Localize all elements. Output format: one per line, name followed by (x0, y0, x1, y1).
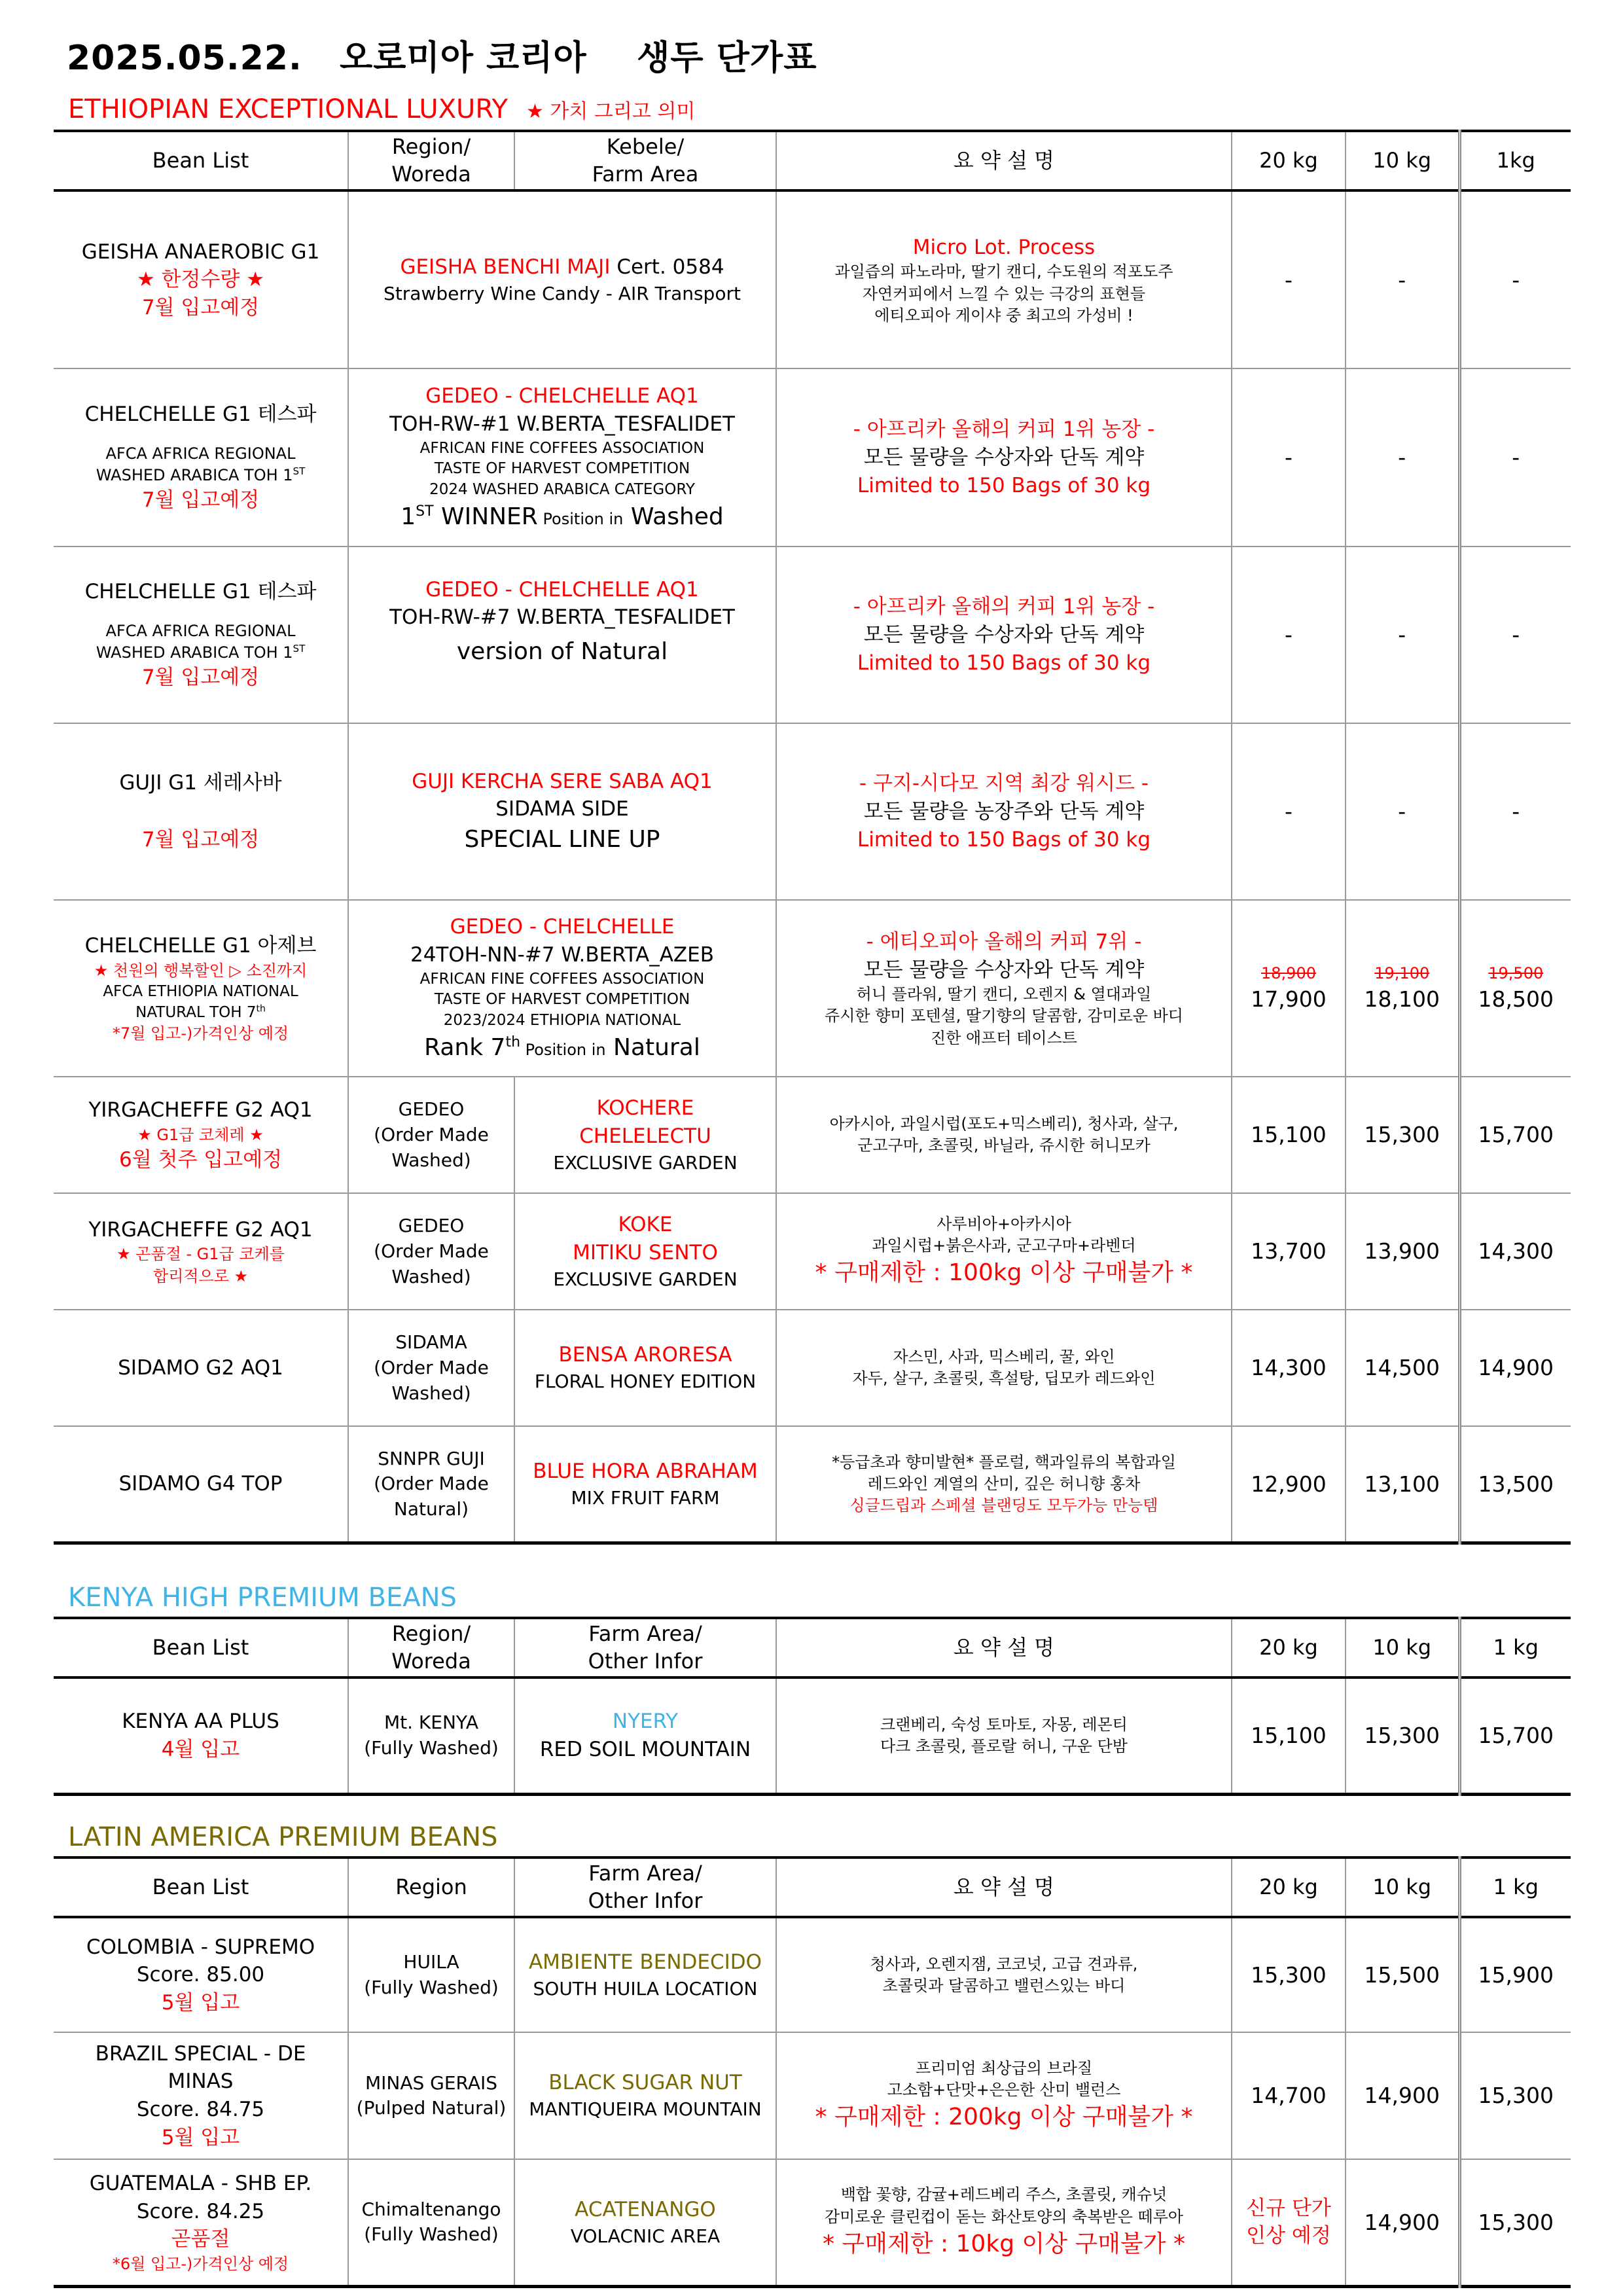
price-20kg: 12,900 (1232, 1426, 1346, 1543)
old-price-10kg: 19,100 (1374, 963, 1430, 982)
superscript: th (505, 1033, 521, 1050)
bean-award: AFCA AFRICA REGIONAL (105, 444, 296, 463)
bean-note: ★ 천원의 행복할인 ▷ 소진까지 (94, 961, 308, 980)
table-row (54, 2159, 1571, 2286)
region: Mt. KENYA (383, 1712, 479, 1734)
bean-arrival: 7월 입고예정 (141, 488, 260, 512)
rank-num: 1 (401, 503, 416, 530)
desc-line: 레드와인 계열의 산미, 깊은 허니향 홍차 (867, 1474, 1141, 1493)
bean-award: WASHED ARABICA TOH 1 (96, 466, 293, 485)
bean-award: NATURAL TOH 7 (135, 1003, 257, 1021)
header-10kg: 10 kg (1346, 131, 1459, 190)
price-1kg: 15,700 (1459, 1677, 1571, 1794)
price-1kg: 15,300 (1459, 2159, 1571, 2286)
table-row (54, 723, 1571, 900)
price-20kg: 14,300 (1232, 1310, 1346, 1426)
bean-name: GUJI G1 세레사바 (119, 771, 282, 795)
region-process: (Pulped Natural) (356, 2097, 507, 2119)
desc-head: - 구지-시다모 지역 최강 워시드 - (859, 772, 1149, 796)
bean-arrival: 7월 입고예정 (141, 666, 260, 690)
price-10kg: 14,900 (1346, 2032, 1459, 2159)
desc-line: 쥬시한 향미 포텐셜, 딸기향의 달콤함, 감미로운 바디 (825, 1007, 1183, 1026)
farm-award: TASTE OF HARVEST COMPETITION (434, 991, 690, 1009)
price-10kg: - (1346, 190, 1459, 368)
header-1kg: 1kg (1459, 131, 1571, 190)
price-note: 신규 단가 (1246, 2196, 1331, 2220)
farm-name: GEDEO - CHELCHELLE AQ1 (425, 384, 699, 408)
farm-name: GEISHA BENCHI MAJI (400, 255, 611, 279)
price-10kg: - (1346, 547, 1459, 723)
table-row (54, 190, 1571, 368)
bean-name: KENYA AA PLUS (122, 1710, 279, 1734)
header-region: Region/ Woreda (348, 131, 514, 190)
bean-name: GEISHA ANAEROBIC G1 (81, 240, 320, 264)
price-1kg: 15,300 (1459, 2032, 1571, 2159)
bean-award: AFCA AFRICA REGIONAL (105, 622, 296, 641)
desc-line: 초콜릿과 달콤하고 밸런스있는 바디 (882, 1976, 1126, 1995)
desc-head: - 아프리카 올해의 커피 1위 농장 - (853, 595, 1155, 619)
desc-head: - 아프리카 올해의 커피 1위 농장 - (853, 418, 1155, 442)
price-note-2: 인상 예정 (1246, 2224, 1331, 2248)
farm-rank (353, 501, 772, 533)
farm-name-2: MITIKU SENTO (573, 1240, 718, 1265)
farm-lineup: SPECIAL LINE UP (464, 826, 660, 853)
price-1kg: - (1459, 723, 1571, 900)
bean-name: YIRGACHEFFE G2 AQ1 (88, 1098, 313, 1122)
region-process: (Fully Washed) (364, 1736, 499, 1759)
bean-score: Score. 84.25 (136, 2199, 265, 2223)
region-order: (Order Made (374, 1356, 489, 1378)
desc-limit: * 구매제한 : 10kg 이상 구매불가 * (822, 2230, 1186, 2257)
old-price-1kg: 19,500 (1488, 963, 1544, 982)
farm-award: TASTE OF HARVEST COMPETITION (434, 460, 690, 478)
farm-name: KOCHERE (596, 1096, 694, 1121)
header-farm: Farm Area/ Other Infor (514, 1857, 776, 1917)
price-10kg: 15,500 (1346, 1917, 1459, 2032)
region: SNNPR GUJI (378, 1447, 485, 1469)
table-row (54, 547, 1571, 723)
price-10kg: 13,900 (1346, 1193, 1459, 1310)
bean-name: YIRGACHEFFE G2 AQ1 (88, 1217, 313, 1242)
price-20kg: 13,700 (1232, 1193, 1346, 1310)
farm-award: AFRICAN FINE COFFEES ASSOCIATION (419, 439, 705, 457)
region-order: (Order Made (374, 1240, 489, 1262)
latin-section-title: LATIN AMERICA PREMIUM BEANS (68, 1822, 498, 1852)
bean-note: ★ G1급 코체레 ★ (137, 1125, 264, 1144)
region-process: Natural) (393, 1498, 469, 1520)
desc-head: - 에티오피아 올해의 커피 7위 - (866, 929, 1142, 954)
header-summary: 요 약 설 명 (776, 1618, 1232, 1677)
price-20kg: - (1232, 368, 1346, 547)
superscript: ST (416, 503, 434, 520)
farm-sub: VOLACNIC AREA (570, 2225, 721, 2247)
region: Chimaltenango (361, 2198, 501, 2220)
header-region: Region (348, 1857, 514, 1917)
bean-name: CHELCHELLE G1 테스파 (84, 403, 317, 427)
farm-rank (353, 1031, 772, 1064)
price-10kg: 14,500 (1346, 1310, 1459, 1426)
desc-line: 과일즙의 파노라마, 딸기 캔디, 수도원의 적포도주 (834, 262, 1173, 281)
farm-name: BENSA ARORESA (558, 1343, 732, 1367)
farm-sub: SOUTH HUILA LOCATION (533, 1977, 758, 2000)
price-1kg: - (1459, 190, 1571, 368)
farm-award: 2023/2024 ETHIOPIA NATIONAL (443, 1011, 681, 1029)
rank-position: Position in (520, 1040, 606, 1059)
farm-name-2: CHELELECTU (579, 1124, 711, 1148)
old-price-20kg: 18,900 (1261, 963, 1316, 982)
bean-arrival: *7월 입고-)가격인상 예정 (112, 1024, 289, 1043)
bean-name-2: MINAS (168, 2070, 234, 2094)
region: GEDEO (398, 1098, 465, 1121)
price-10kg: 13,100 (1346, 1426, 1459, 1543)
ethiopia-table (54, 130, 1571, 1545)
farm-sub: EXCLUSIVE GARDEN (553, 1151, 738, 1174)
region-order: (Order Made (374, 1473, 489, 1495)
price-10kg: 14,900 (1346, 2159, 1459, 2286)
desc-line: 모든 물량을 수상자와 단독 계약 (863, 622, 1145, 647)
region-process: Washed) (391, 1149, 471, 1171)
farm-name: GEDEO - CHELCHELLE AQ1 (425, 577, 699, 601)
table-row (54, 1677, 1571, 1794)
bean-name: CHELCHELLE G1 테스파 (84, 580, 317, 604)
desc-line: 아카시아, 과일시럽(포도+믹스베리), 청사과, 살구, (829, 1115, 1179, 1134)
price-1kg: 13,500 (1459, 1426, 1571, 1543)
farm-sub: RED SOIL MOUNTAIN (539, 1737, 751, 1761)
price-10kg: 15,300 (1346, 1677, 1459, 1794)
farm-name: KOKE (618, 1213, 673, 1237)
farm-region: SIDAMA SIDE (495, 797, 629, 821)
desc-line: 감미로운 클린컵이 돋는 화산토양의 축복받은 떼루아 (824, 2207, 1184, 2226)
bean-note: ★ 한정수량 ★ (136, 268, 265, 292)
price-1kg: 14,900 (1459, 1310, 1571, 1426)
price-1kg: - (1459, 547, 1571, 723)
region-process: (Fully Washed) (364, 1976, 499, 1998)
desc-line: *등급초과 향미발현* 플로럴, 핵과일류의 복합과일 (832, 1452, 1176, 1471)
region-process: (Fully Washed) (364, 2223, 499, 2246)
bean-note-2: 합리적으로 ★ (152, 1266, 249, 1285)
price-20kg: - (1232, 547, 1346, 723)
header-farm: Farm Area/ Other Infor (514, 1618, 776, 1677)
price-10kg: - (1346, 368, 1459, 547)
desc-line: 사루비아+아카시아 (936, 1215, 1071, 1234)
bean-award: WASHED ARABICA TOH 1 (96, 643, 293, 662)
desc-line: 고소함+단맛+은은한 산미 밸런스 (887, 2081, 1121, 2100)
desc-line: 에티오피아 게이샤 중 최고의 가성비 ! (874, 306, 1133, 325)
price-1kg: - (1459, 368, 1571, 547)
bean-name: COLOMBIA - SUPREMO (86, 1935, 315, 1959)
bean-name: SIDAMO G2 AQ1 (54, 1310, 348, 1426)
header-1kg: 1 kg (1459, 1857, 1571, 1917)
price-20kg: - (1232, 723, 1346, 900)
region: MINAS GERAIS (365, 2072, 498, 2094)
table-row (54, 1310, 1571, 1426)
bean-note: 곧품절 (171, 2227, 230, 2251)
farm-name: BLUE HORA ABRAHAM (533, 1459, 758, 1483)
farm-cert: Cert. 0584 (610, 255, 724, 279)
region: SIDAMA (395, 1331, 467, 1354)
region-order: (Order Made (374, 1123, 489, 1145)
table-row (54, 2032, 1571, 2159)
kenya-table (54, 1617, 1571, 1796)
price-10kg: 18,100 (1364, 986, 1440, 1012)
superscript: ST (293, 643, 306, 655)
farm-name: GUJI KERCHA SERE SABA AQ1 (412, 769, 713, 793)
desc-line: 자두, 살구, 초콜릿, 흑설탕, 딥모카 레드와인 (852, 1369, 1156, 1388)
bean-arrival: 5월 입고 (161, 2125, 240, 2149)
region: GEDEO (398, 1215, 465, 1237)
farm-sub: EXCLUSIVE GARDEN (553, 1268, 738, 1290)
table-row (54, 1193, 1571, 1310)
rank-process: Washed (623, 503, 724, 530)
latin-table (54, 1856, 1571, 2288)
ethiopia-section-title (68, 94, 695, 124)
price-1kg: 15,700 (1459, 1077, 1571, 1193)
region: HUILA (403, 1951, 459, 1973)
table-row (54, 1917, 1571, 2032)
desc-limit: Limited to 150 Bags of 30 kg (857, 651, 1151, 675)
rank-position: Position in (537, 509, 624, 528)
superscript: ST (293, 465, 306, 478)
rank-process: Natural (605, 1033, 700, 1061)
header-20kg: 20 kg (1232, 1857, 1346, 1917)
header-20kg: 20 kg (1232, 131, 1346, 190)
farm-sub: FLORAL HONEY EDITION (534, 1371, 757, 1393)
desc-line: 군고구마, 초콜릿, 바닐라, 쥬시한 허니모카 (857, 1136, 1150, 1155)
desc-line: 자스민, 사과, 믹스베리, 꿀, 와인 (893, 1348, 1115, 1367)
header-bean-list: Bean List (54, 131, 348, 190)
price-1kg: 18,500 (1478, 986, 1554, 1012)
bean-arrival: 6월 첫주 입고예정 (118, 1147, 283, 1172)
price-20kg: 15,100 (1232, 1677, 1346, 1794)
header-summary: 요 약 설 명 (776, 131, 1232, 190)
farm-name: BLACK SUGAR NUT (548, 2071, 742, 2095)
desc-line: 과일시럽+붉은사과, 군고구마+라벤더 (872, 1236, 1136, 1255)
table-row (54, 1426, 1571, 1543)
price-20kg: 15,100 (1232, 1077, 1346, 1193)
desc-line: 청사과, 오렌지잼, 코코넛, 고급 견과류, (870, 1954, 1138, 1973)
farm-lot: 24TOH-NN-#7 W.BERTA_AZEB (410, 942, 715, 967)
header-10kg: 10 kg (1346, 1618, 1459, 1677)
farm-award: AFRICAN FINE COFFEES ASSOCIATION (419, 970, 705, 988)
superscript: th (256, 1003, 266, 1014)
desc-limit: * 구매제한 : 200kg 이상 구매불가 * (815, 2104, 1193, 2131)
rank-word: WINNER (433, 503, 538, 530)
table-header (54, 131, 1571, 190)
table-header (54, 1857, 1571, 1917)
ethiopia-title: ETHIOPIAN EXCEPTIONAL LUXURY (68, 94, 508, 124)
header-summary: 요 약 설 명 (776, 1857, 1232, 1917)
desc-line: 모든 물량을 수상자와 단독 계약 (863, 958, 1145, 982)
desc-limit: Limited to 150 Bags of 30 kg (857, 473, 1151, 497)
header-20kg: 20 kg (1232, 1618, 1346, 1677)
bean-arrival: 5월 입고 (161, 1991, 240, 2015)
farm-name: NYERY (612, 1710, 679, 1734)
header-bean-list: Bean List (54, 1857, 348, 1917)
bean-award: AFCA ETHIOPIA NATIONAL (103, 982, 298, 1000)
table-row (54, 1077, 1571, 1193)
ethiopia-subtitle: ★ 가치 그리고 의미 (526, 100, 696, 123)
farm-sub: MIX FRUIT FARM (571, 1486, 720, 1509)
page-title: 2025.05.22. 오로미아 코리아 생두 단가표 (67, 39, 817, 78)
table-row (54, 368, 1571, 547)
desc-line: 프리미엄 최상급의 브라질 (915, 2059, 1093, 2078)
desc-line: 크랜베리, 숙성 토마토, 자몽, 레몬티 (880, 1715, 1128, 1734)
bean-arrival: *6월 입고-)가격인상 예정 (112, 2255, 289, 2274)
desc-line: 다크 초콜릿, 플로랄 허니, 구운 단밤 (880, 1736, 1128, 1755)
table-header (54, 1618, 1571, 1677)
farm-lot: TOH-RW-#1 W.BERTA_TESFALIDET (389, 412, 735, 436)
price-1kg: 15,900 (1459, 1917, 1571, 2032)
bean-name: CHELCHELLE G1 아제브 (84, 933, 317, 958)
header-10kg: 10 kg (1346, 1857, 1459, 1917)
bean-name: SIDAMO G4 TOP (54, 1426, 348, 1543)
bean-score: Score. 84.75 (136, 2098, 265, 2122)
farm-sub: Strawberry Wine Candy - AIR Transport (383, 282, 741, 304)
table-row (54, 900, 1571, 1077)
desc-line: 백합 꽃향, 감귤+레드베리 주스, 초콜릿, 캐슈넛 (840, 2185, 1168, 2204)
price-20kg: 15,300 (1232, 1917, 1346, 2032)
farm-award: 2024 WASHED ARABICA CATEGORY (429, 480, 695, 498)
rank-num: Rank 7 (424, 1033, 506, 1061)
desc-line: 모든 물량을 수상자와 단독 계약 (863, 445, 1145, 469)
bean-score: Score. 85.00 (136, 1963, 265, 1987)
farm-version: version of Natural (456, 638, 668, 666)
bean-arrival: 7월 입고예정 (141, 296, 260, 320)
desc-limit: Limited to 150 Bags of 30 kg (857, 827, 1151, 852)
desc-line: 진한 애프터 테이스트 (931, 1028, 1077, 1047)
header-farm: Kebele/ Farm Area (514, 131, 776, 190)
desc-line: 허니 플라워, 딸기 캔디, 오렌지 & 열대과일 (856, 985, 1152, 1004)
farm-name: GEDEO - CHELCHELLE (450, 914, 675, 939)
price-20kg: 17,900 (1251, 986, 1327, 1012)
farm-name: AMBIENTE BENDECIDO (528, 1950, 762, 1974)
bean-arrival: 7월 입고예정 (141, 828, 260, 852)
kenya-section-title: KENYA HIGH PREMIUM BEANS (68, 1583, 457, 1613)
farm-sub: MANTIQUEIRA MOUNTAIN (529, 2098, 762, 2121)
price-20kg: 14,700 (1232, 2032, 1346, 2159)
header-1kg: 1 kg (1459, 1618, 1571, 1677)
price-1kg: 14,300 (1459, 1193, 1571, 1310)
desc-limit: * 구매제한 : 100kg 이상 구매불가 * (815, 1259, 1193, 1287)
price-10kg: - (1346, 723, 1459, 900)
region-process: Washed) (391, 1382, 471, 1404)
header-region: Region/ Woreda (348, 1618, 514, 1677)
bean-arrival: 4월 입고 (161, 1737, 240, 1761)
desc-head: Micro Lot. Process (912, 235, 1096, 259)
price-10kg: 15,300 (1346, 1077, 1459, 1193)
desc-line: 모든 물량을 농장주와 단독 계약 (863, 799, 1145, 823)
price-20kg: - (1232, 190, 1346, 368)
region-process: Washed) (391, 1265, 471, 1287)
bean-name: GUATEMALA - SHB EP. (89, 2171, 312, 2195)
bean-name: BRAZIL SPECIAL - DE (95, 2041, 306, 2066)
desc-line: 자연커피에서 느낄 수 있는 극강의 표현들 (862, 284, 1146, 303)
farm-lot: TOH-RW-#7 W.BERTA_TESFALIDET (389, 605, 735, 630)
desc-line: 싱글드립과 스페셜 블랜딩도 모두가능 만능템 (849, 1496, 1158, 1515)
bean-note: ★ 곤품절 - G1급 코케를 (116, 1245, 285, 1264)
header-bean-list: Bean List (54, 1618, 348, 1677)
farm-name: ACATENANGO (575, 2197, 716, 2221)
